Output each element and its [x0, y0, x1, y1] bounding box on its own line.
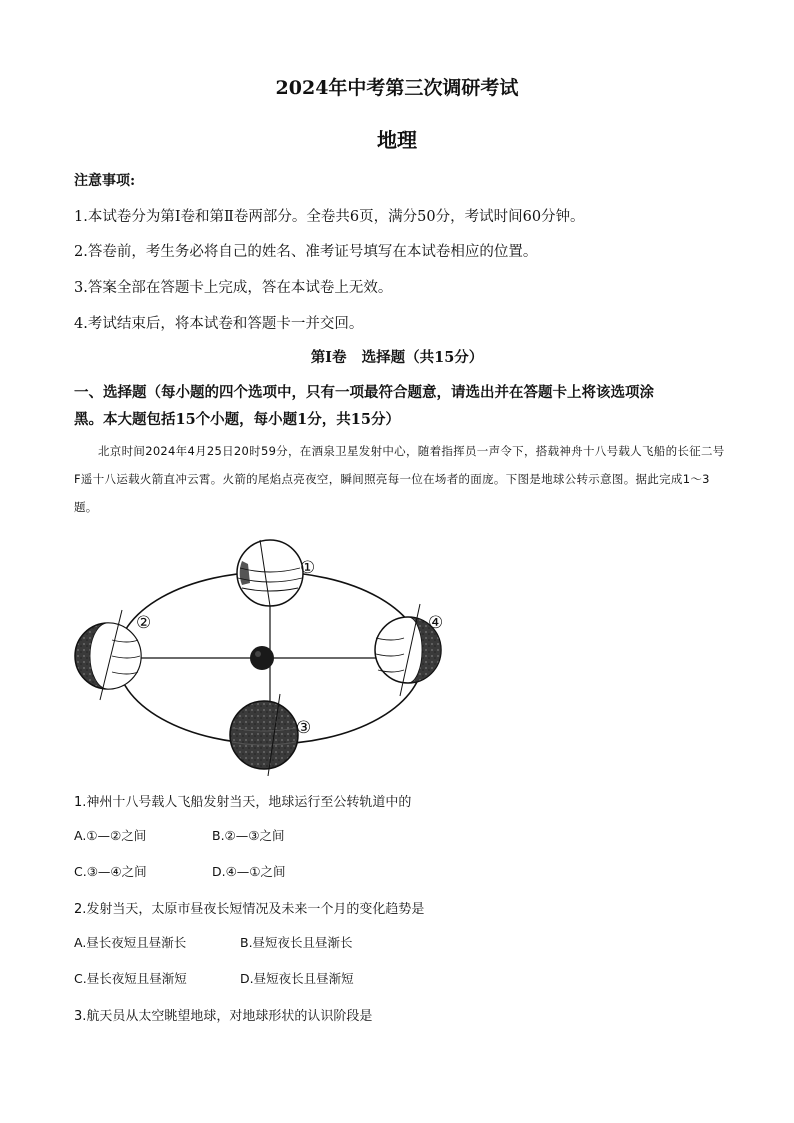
- label-3: ③: [296, 718, 312, 738]
- question-2-option-b: B.昼短夜长且昼渐长: [240, 935, 353, 950]
- earth-revolution-diagram: [70, 528, 470, 776]
- exam-title: 2024年中考第三次调研考试: [275, 77, 519, 99]
- question-1-option-a: A.①—②之间: [74, 828, 147, 843]
- notice-item: 3.答案全部在答题卡上完成，答在本试卷上无效。: [74, 280, 393, 296]
- question-1-stem: 1.神州十八号载人飞船发射当天，地球运行至公转轨道中的: [74, 795, 412, 810]
- question-2-option-d: D.昼短夜长且昼渐短: [240, 971, 354, 986]
- section-instruction-line2: 黑。本大题包括15个小题，每小题1分，共15分）: [74, 411, 400, 428]
- section-title: 第Ⅰ卷 选择题（共15分）: [310, 349, 484, 366]
- label-4: ④: [428, 613, 444, 633]
- earth-position-3: [230, 694, 298, 776]
- question-2-option-c: C.昼长夜短且昼渐短: [74, 971, 187, 986]
- question-2-stem: 2.发射当天，太原市昼夜长短情况及未来一个月的变化趋势是: [74, 902, 425, 917]
- question-1-option-c: C.③—④之间: [74, 864, 147, 879]
- question-3-stem: 3.航天员从太空眺望地球，对地球形状的认识阶段是: [74, 1009, 373, 1024]
- notice-heading: 注意事项:: [74, 173, 136, 189]
- subject-title: 地理: [377, 128, 417, 152]
- earth-position-2: [75, 610, 141, 700]
- question-1-option-d: D.④—①之间: [212, 864, 286, 879]
- sun-icon: [250, 646, 274, 670]
- notice-item: 1.本试卷分为第Ⅰ卷和第Ⅱ卷两部分。全卷共6页，满分50分，考试时间60分钟。: [74, 209, 585, 225]
- section-instruction-line1: 一、选择题（每小题的四个选项中，只有一项最符合题意，请选出并在答题卡上将该选项涂: [74, 384, 654, 401]
- notice-item: 2.答卷前，考生务必将自己的姓名、准考证号填写在本试卷相应的位置。: [74, 244, 538, 260]
- question-1-option-b: B.②—③之间: [212, 828, 285, 843]
- earth-position-1: [237, 540, 303, 606]
- label-1: ①: [300, 558, 316, 578]
- notice-item: 4.考试结束后，将本试卷和答题卡一并交回。: [74, 316, 364, 332]
- question-2-option-a: A.昼长夜短且昼渐长: [74, 935, 187, 950]
- reading-passage: 北京时间2024年4月25日20时59分，在酒泉卫星发射中心，随着指挥员一声令下，搭载神舟十八号载人飞船的长征二号F遥十八运载火箭直冲云霄。火箭的尾焰点亮夜空，瞬间照亮每一位在场者的面庞。下图是地球公转示意图。据此完成1～3题。: [74, 444, 725, 514]
- label-2: ②: [136, 613, 152, 633]
